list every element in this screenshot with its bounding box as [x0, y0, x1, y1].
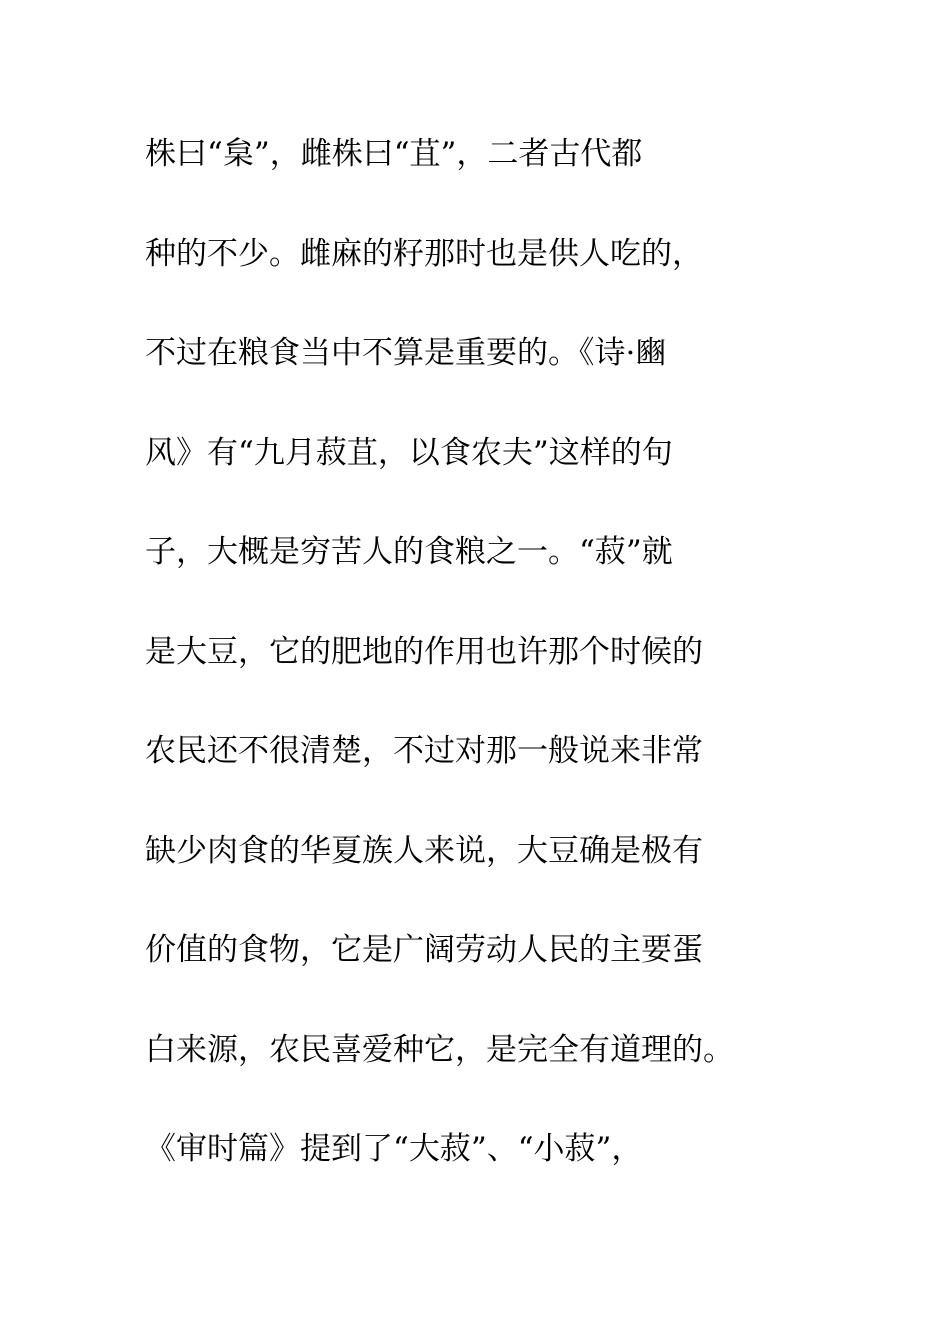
text-line: 白来源，农民喜爱种它，是完全有道理的。 [145, 1031, 734, 1068]
text-line: 价值的食物，它是广阔劳动人民的主要蛋 [145, 932, 703, 968]
text-line: 《审时篇》提到了“大菽”、“小菽”， [145, 1131, 643, 1167]
text-line: 种的不少。雌麻的籽那时也是供人吃的， [145, 235, 703, 272]
text-line: 农民还不很清楚，不过对那一般说来非常 [145, 733, 703, 769]
body-text [145, 127, 825, 1222]
text-line: 是大豆，它的肥地的作用也许那个时候的 [145, 633, 703, 670]
text-line: 子，大概是穷苦人的食粮之一。“菽”就 [145, 534, 673, 570]
text-line: 风》有“九月菽苴，以食农夫”这样的句 [145, 434, 673, 471]
text-line: 不过在粮食当中不算是重要的。《诗·豳 [145, 335, 667, 371]
text-line: 缺少肉食的华夏族人来说，大豆确是极有 [145, 832, 703, 869]
text-line: 株曰“枲”，雌株曰“苴”，二者古代都 [145, 136, 643, 172]
